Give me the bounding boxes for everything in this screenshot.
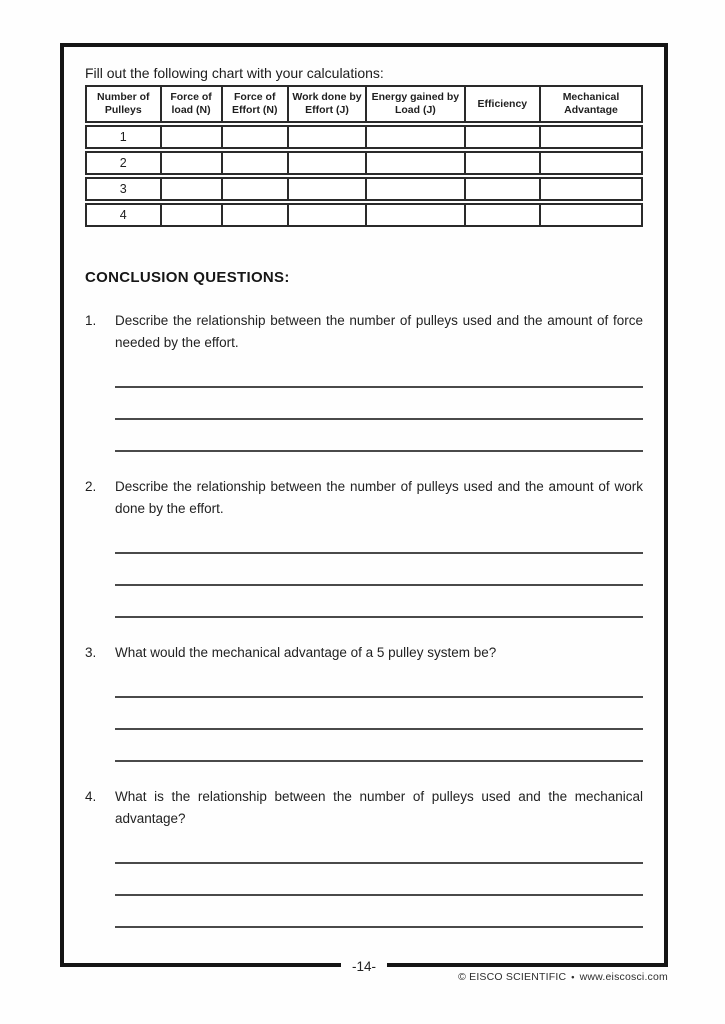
pulley-count-cell: 3 bbox=[119, 182, 127, 196]
table-cell-empty bbox=[539, 153, 641, 173]
table-cell-empty bbox=[160, 179, 221, 199]
question-number: 1. bbox=[85, 313, 97, 328]
table-cell-empty bbox=[365, 205, 464, 225]
table-cell-empty bbox=[464, 205, 539, 225]
answer-lines bbox=[115, 356, 643, 452]
question-2 bbox=[85, 476, 643, 618]
question-number: 4. bbox=[85, 789, 97, 804]
table-header-row bbox=[85, 85, 643, 123]
table-cell-empty bbox=[287, 179, 365, 199]
conclusion-heading: CONCLUSION QUESTIONS: bbox=[85, 269, 290, 286]
answer-line bbox=[115, 896, 643, 928]
calculations-table bbox=[85, 85, 643, 227]
table-cell-empty bbox=[539, 179, 641, 199]
answer-lines bbox=[115, 522, 643, 618]
table-cell-empty bbox=[464, 153, 539, 173]
table-cell-empty bbox=[221, 127, 287, 147]
table-cell-empty bbox=[464, 179, 539, 199]
table-cell-empty bbox=[221, 153, 287, 173]
website-text: www.eiscosci.com bbox=[579, 971, 668, 983]
table-cell-empty bbox=[221, 205, 287, 225]
table-cell-empty bbox=[160, 127, 221, 147]
table-cell-empty bbox=[287, 153, 365, 173]
answer-lines bbox=[115, 666, 643, 762]
answer-line bbox=[115, 698, 643, 730]
answer-lines bbox=[115, 832, 643, 928]
pulley-count-cell: 2 bbox=[119, 156, 127, 170]
answer-line bbox=[115, 554, 643, 586]
question-4 bbox=[85, 786, 643, 928]
table-cell-empty bbox=[287, 127, 365, 147]
answer-line bbox=[115, 388, 643, 420]
table-cell-empty bbox=[365, 179, 464, 199]
table-cell-empty bbox=[287, 205, 365, 225]
table-row bbox=[85, 177, 643, 201]
table-row bbox=[85, 203, 643, 227]
table-cell-empty bbox=[365, 127, 464, 147]
table-cell-empty bbox=[464, 127, 539, 147]
copyright-text: © EISCO SCIENTIFIC bbox=[458, 971, 567, 983]
table-row bbox=[85, 151, 643, 175]
column-header-force-of-load: Force of load (N) bbox=[160, 87, 221, 121]
question-text: What is the relationship between the number of pulleys used and the mechanical advantage? bbox=[115, 789, 643, 826]
pulley-count-cell: 4 bbox=[119, 208, 127, 222]
bullet-separator-icon: • bbox=[571, 972, 575, 982]
answer-line bbox=[115, 730, 643, 762]
table-cell-empty bbox=[160, 205, 221, 225]
question-text: Describe the relationship between the number of pulleys used and the amount of work done by the effort. bbox=[115, 479, 643, 516]
answer-line bbox=[115, 420, 643, 452]
column-header-work-done: Work done by Effort (J) bbox=[287, 87, 365, 121]
page-number: -14- bbox=[341, 960, 387, 974]
answer-line bbox=[115, 522, 643, 554]
column-header-number-of-pulleys: Number of Pulleys bbox=[97, 91, 150, 116]
table-row bbox=[85, 125, 643, 149]
question-1 bbox=[85, 310, 643, 452]
answer-line bbox=[115, 832, 643, 864]
answer-line bbox=[115, 356, 643, 388]
question-text: Describe the relationship between the number of pulleys used and the amount of force needed by the effort. bbox=[115, 313, 643, 350]
table-cell-empty bbox=[539, 127, 641, 147]
column-header-mechanical-advantage: Mechanical Advantage bbox=[539, 87, 641, 121]
question-3 bbox=[85, 642, 643, 762]
publisher-credit bbox=[458, 971, 668, 983]
table-cell-empty bbox=[160, 153, 221, 173]
table-cell-empty bbox=[539, 205, 641, 225]
question-number: 3. bbox=[85, 645, 97, 660]
column-header-efficiency: Efficiency bbox=[464, 87, 539, 121]
page-frame bbox=[60, 43, 668, 974]
question-text: What would the mechanical advantage of a 5 pulley system be? bbox=[115, 645, 497, 660]
answer-line bbox=[115, 586, 643, 618]
answer-line bbox=[115, 864, 643, 896]
pulley-count-cell: 1 bbox=[119, 130, 127, 144]
table-cell-empty bbox=[365, 153, 464, 173]
answer-line bbox=[115, 666, 643, 698]
table-cell-empty bbox=[221, 179, 287, 199]
chart-instruction: Fill out the following chart with your calculations: bbox=[85, 65, 384, 81]
question-number: 2. bbox=[85, 479, 97, 494]
column-header-force-of-effort: Force of Effort (N) bbox=[221, 87, 287, 121]
column-header-energy-gained: Energy gained by Load (J) bbox=[365, 87, 464, 121]
